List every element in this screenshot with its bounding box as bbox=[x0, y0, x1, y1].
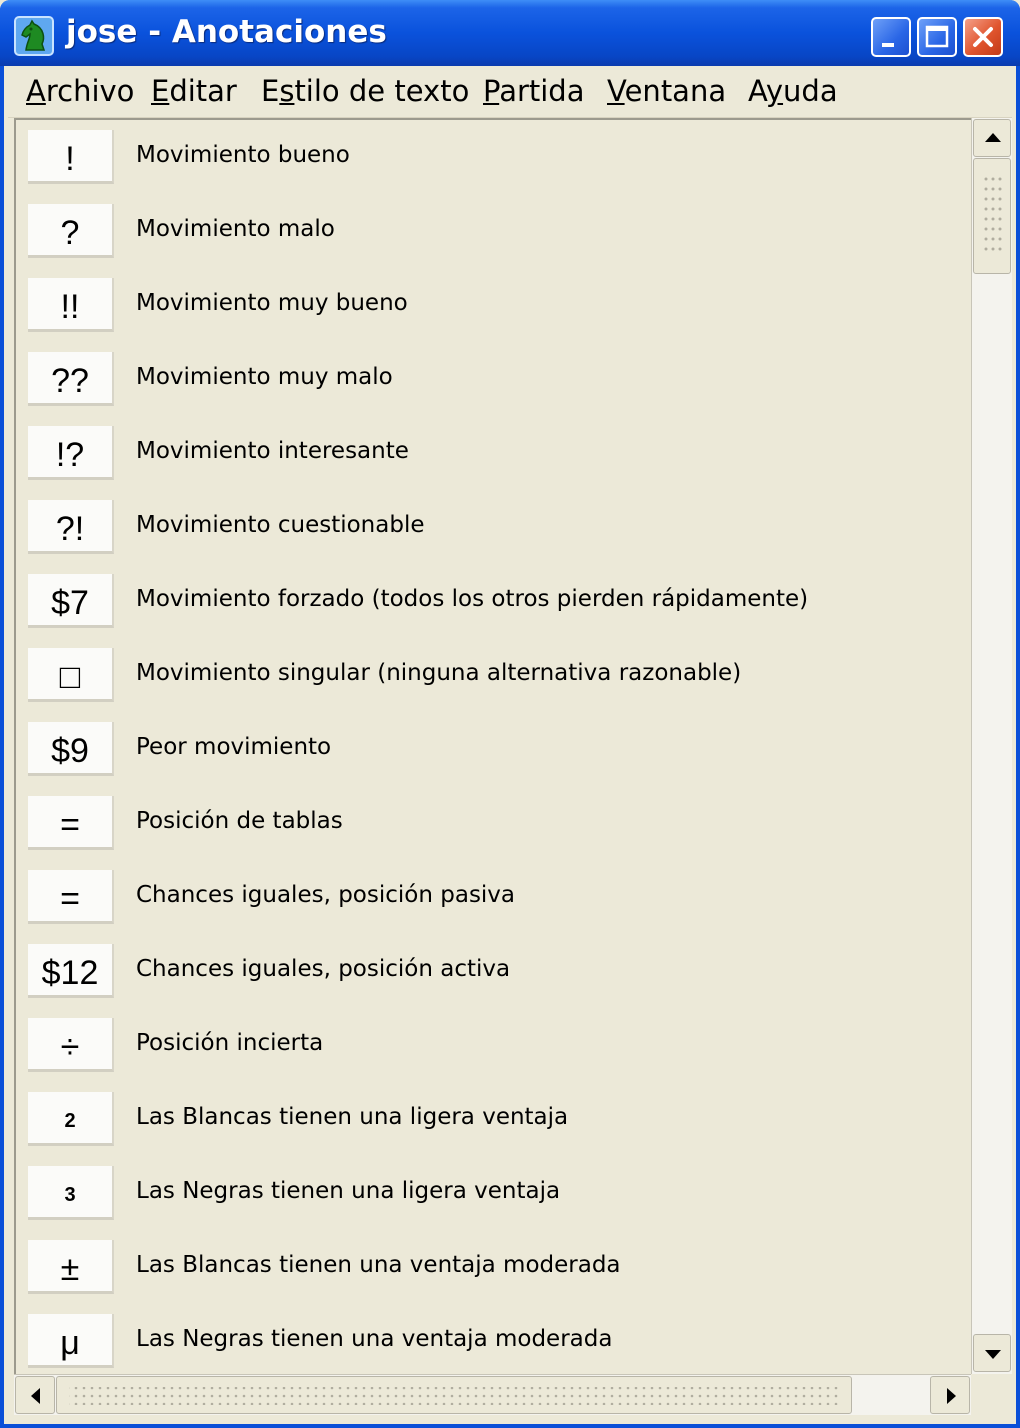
annotation-symbol: 2 bbox=[64, 1109, 76, 1132]
annotation-label: Movimiento muy malo bbox=[136, 364, 393, 390]
list-item[interactable] bbox=[16, 496, 966, 570]
list-item[interactable] bbox=[16, 570, 966, 644]
menu-label: entana bbox=[624, 74, 727, 108]
list-item[interactable] bbox=[16, 348, 966, 422]
annotation-label: Las Blancas tienen una ventaja moderada bbox=[136, 1252, 621, 1278]
menu-label: rchivo bbox=[45, 74, 135, 108]
annotation-label: Las Blancas tienen una ligera ventaja bbox=[136, 1104, 569, 1130]
annotation-label: Posición incierta bbox=[136, 1030, 324, 1056]
maximize-button[interactable] bbox=[917, 17, 957, 57]
annotation-button[interactable] bbox=[28, 796, 114, 850]
list-item[interactable] bbox=[16, 126, 966, 200]
list-item[interactable] bbox=[16, 274, 966, 348]
annotation-button[interactable] bbox=[28, 1092, 114, 1146]
close-icon bbox=[965, 19, 1001, 55]
menu-label: tilo de texto bbox=[294, 74, 470, 108]
menu-mnemonic: P bbox=[483, 74, 500, 108]
annotation-list bbox=[14, 118, 971, 1374]
annotation-symbol: !! bbox=[60, 287, 80, 326]
horizontal-scrollbar[interactable] bbox=[14, 1374, 971, 1415]
list-item[interactable] bbox=[16, 644, 966, 718]
annotation-symbol: □ bbox=[59, 657, 81, 696]
list-item[interactable] bbox=[16, 1162, 966, 1236]
annotation-symbol: $7 bbox=[51, 583, 89, 622]
grip-icon bbox=[974, 159, 1012, 275]
window-title: jose - Anotaciones bbox=[66, 14, 387, 50]
vertical-scrollbar[interactable] bbox=[971, 118, 1012, 1374]
annotation-symbol: ?! bbox=[55, 509, 85, 548]
annotation-symbol: ?? bbox=[51, 361, 89, 400]
list-item[interactable] bbox=[16, 718, 966, 792]
minimize-button[interactable] bbox=[871, 17, 911, 57]
annotation-label: Movimiento singular (ninguna alternativa razonable) bbox=[136, 660, 742, 686]
maximize-icon bbox=[919, 19, 955, 55]
arrow-right-icon bbox=[931, 1377, 971, 1415]
annotation-label: Las Negras tienen una ligera ventaja bbox=[136, 1178, 561, 1204]
list-item[interactable] bbox=[16, 1310, 966, 1374]
annotation-symbol: ± bbox=[60, 1249, 80, 1288]
annotation-button[interactable] bbox=[28, 722, 114, 776]
annotation-label: Movimiento cuestionable bbox=[136, 512, 425, 538]
vertical-scroll-thumb[interactable] bbox=[973, 158, 1011, 274]
horizontal-scroll-thumb[interactable] bbox=[56, 1376, 852, 1414]
annotation-button[interactable] bbox=[28, 1018, 114, 1072]
scroll-down-button[interactable] bbox=[973, 1334, 1011, 1372]
chess-knight-icon bbox=[14, 16, 54, 56]
list-item[interactable] bbox=[16, 422, 966, 496]
arrow-left-icon bbox=[16, 1377, 56, 1415]
annotation-button[interactable] bbox=[28, 574, 114, 628]
size-grip bbox=[971, 1374, 1012, 1415]
annotation-label: Movimiento interesante bbox=[136, 438, 409, 464]
list-item[interactable] bbox=[16, 866, 966, 940]
annotation-symbol: ! bbox=[65, 139, 75, 178]
annotation-label: Movimiento malo bbox=[136, 216, 335, 242]
list-item[interactable] bbox=[16, 792, 966, 866]
menu-label: ditar bbox=[169, 74, 237, 108]
annotation-symbol: 3 bbox=[64, 1183, 76, 1206]
menu-ayuda[interactable]: Ayuda bbox=[748, 74, 838, 108]
annotation-button[interactable] bbox=[28, 870, 114, 924]
scroll-up-button[interactable] bbox=[973, 119, 1011, 157]
annotation-button[interactable] bbox=[28, 1166, 114, 1220]
list-item[interactable] bbox=[16, 1088, 966, 1162]
list-item[interactable] bbox=[16, 940, 966, 1014]
annotation-button[interactable] bbox=[28, 648, 114, 702]
annotation-label: Movimiento forzado (todos los otros pierden rápidamente) bbox=[136, 586, 809, 612]
scroll-left-button[interactable] bbox=[15, 1376, 55, 1414]
annotation-button[interactable] bbox=[28, 352, 114, 406]
menu-partida[interactable] bbox=[483, 74, 585, 108]
annotation-button[interactable] bbox=[28, 130, 114, 184]
annotation-symbol: ? bbox=[60, 213, 80, 252]
annotation-symbol: = bbox=[60, 805, 80, 844]
annotation-symbol: $12 bbox=[41, 953, 99, 992]
annotation-symbol: $9 bbox=[51, 731, 89, 770]
annotation-label: Posición de tablas bbox=[136, 808, 343, 834]
annotation-button[interactable] bbox=[28, 944, 114, 998]
annotation-button[interactable] bbox=[28, 1314, 114, 1368]
title-bar[interactable] bbox=[0, 0, 1020, 66]
annotation-button[interactable] bbox=[28, 426, 114, 480]
list-item[interactable] bbox=[16, 1014, 966, 1088]
annotation-button[interactable] bbox=[28, 278, 114, 332]
arrow-up-icon bbox=[974, 120, 1012, 158]
menu-ventana[interactable] bbox=[607, 74, 726, 108]
menu-label: uda bbox=[783, 74, 838, 108]
grip-icon bbox=[57, 1377, 853, 1415]
menu-bar bbox=[8, 66, 1012, 118]
annotation-symbol: ÷ bbox=[60, 1027, 80, 1066]
minimize-icon bbox=[873, 19, 909, 55]
menu-editar[interactable] bbox=[151, 74, 237, 108]
annotation-label: Movimiento bueno bbox=[136, 142, 350, 168]
close-button[interactable] bbox=[963, 17, 1003, 57]
annotation-symbol: !? bbox=[55, 435, 85, 474]
annotation-button[interactable] bbox=[28, 500, 114, 554]
list-item[interactable] bbox=[16, 200, 966, 274]
menu-mnemonic: E bbox=[151, 74, 170, 108]
menu-label: artida bbox=[499, 74, 585, 108]
annotation-label: Las Negras tienen una ventaja moderada bbox=[136, 1326, 613, 1352]
annotation-button[interactable] bbox=[28, 1240, 114, 1294]
annotation-label: Peor movimiento bbox=[136, 734, 332, 760]
menu-estilo-de-texto[interactable]: Estilo de texto bbox=[261, 74, 470, 108]
menu-archivo[interactable] bbox=[26, 74, 134, 108]
annotation-button[interactable] bbox=[28, 204, 114, 258]
list-item[interactable] bbox=[16, 1236, 966, 1310]
annotation-symbol: μ bbox=[60, 1323, 80, 1362]
annotation-label: Chances iguales, posición pasiva bbox=[136, 882, 516, 908]
annotation-symbol: = bbox=[60, 879, 80, 918]
menu-mnemonic: V bbox=[607, 74, 625, 108]
scroll-right-button[interactable] bbox=[930, 1376, 970, 1414]
arrow-down-icon bbox=[974, 1335, 1012, 1373]
menu-mnemonic: A bbox=[26, 74, 46, 108]
annotation-label: Chances iguales, posición activa bbox=[136, 956, 511, 982]
annotation-label: Movimiento muy bueno bbox=[136, 290, 408, 316]
